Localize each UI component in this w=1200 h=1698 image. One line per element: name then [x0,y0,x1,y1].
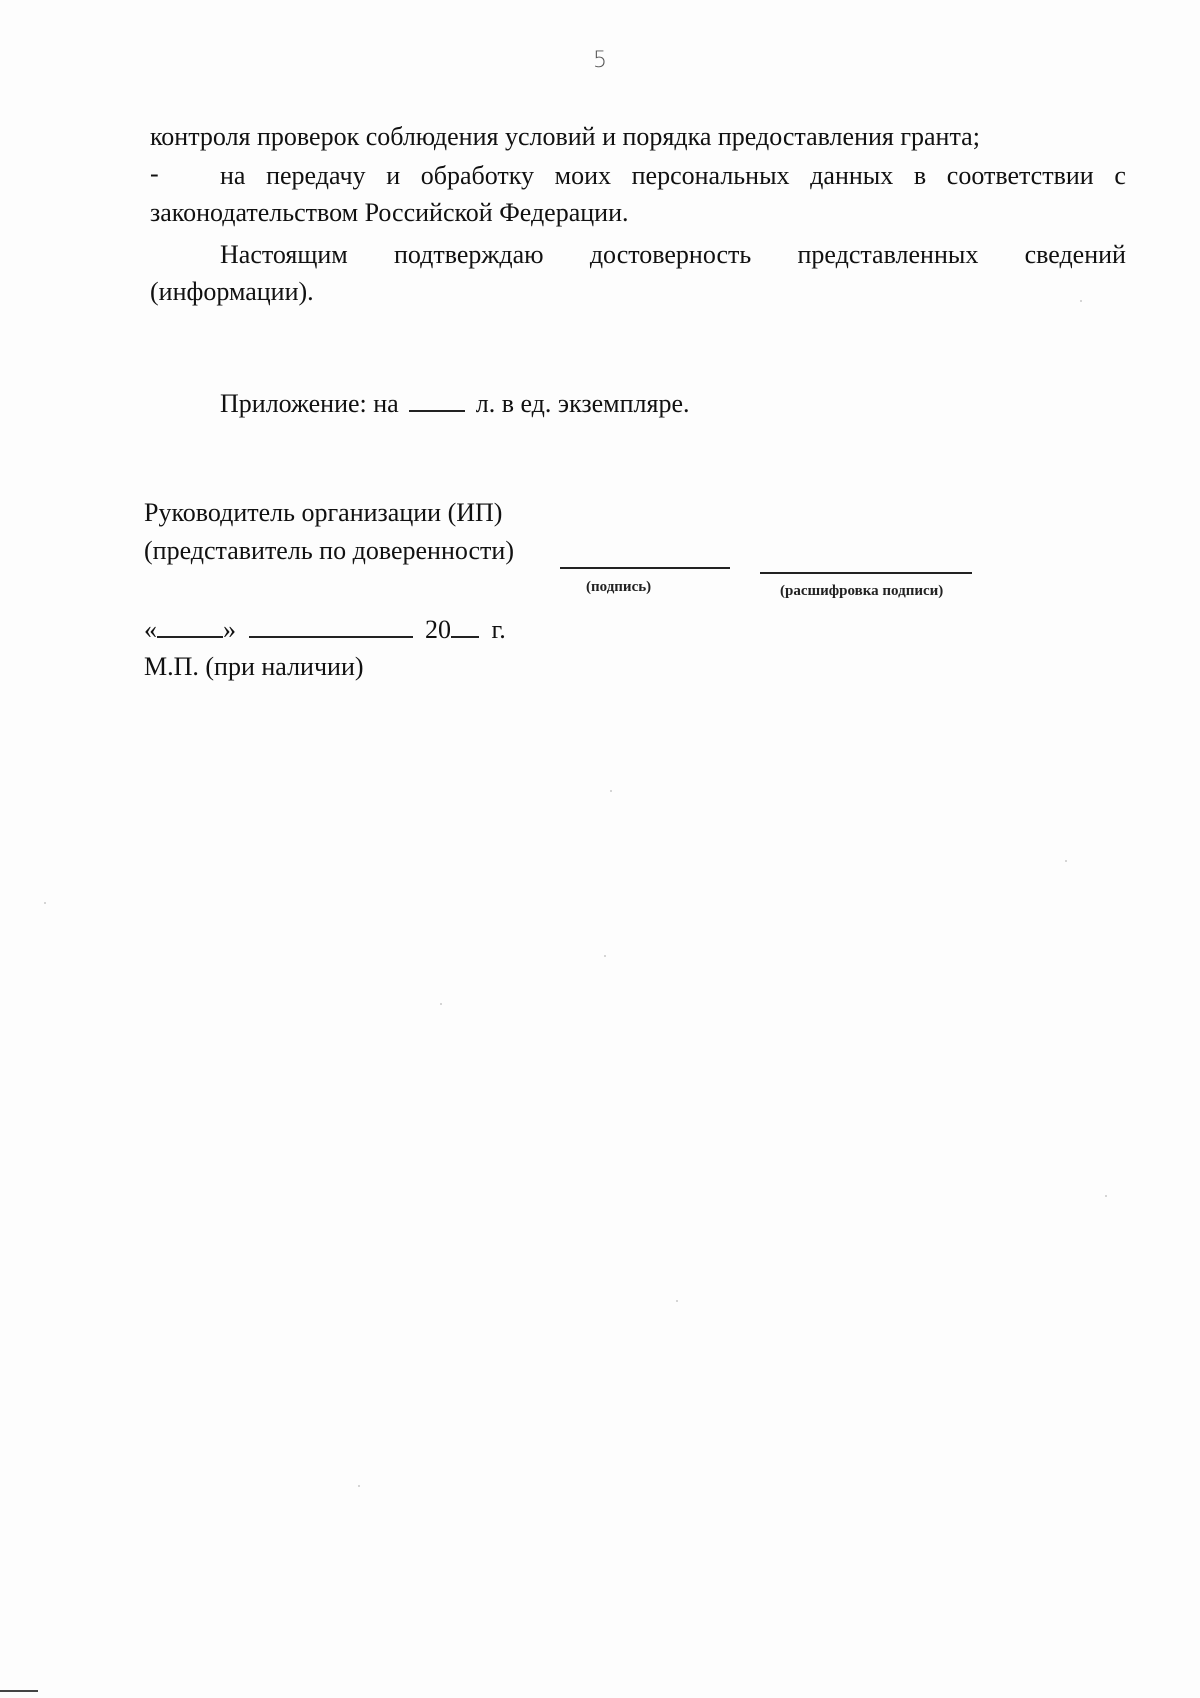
bullet-dash: - [150,159,159,188]
word: сведений [1024,240,1126,269]
word: Настоящим [220,240,348,269]
signature-caption: (подпись) [586,579,652,595]
paragraph-line-5: (информации). [150,277,314,306]
scan-speck [440,1003,442,1005]
signature-line [560,567,730,569]
attachment-prefix: Приложение: на [220,389,399,418]
page-number: 5 [593,48,607,73]
scan-speck [1080,300,1082,302]
date-month-blank [249,612,413,638]
word: соответствии [946,161,1094,190]
attachment-suffix: л. в ед. экземпляре. [475,389,690,418]
word: передачу [266,161,366,190]
paragraph-line-4 [220,238,1126,272]
word: достоверность [589,240,752,269]
scan-speck [610,790,612,792]
scan-edge-mark [0,1690,38,1692]
word: обработку [420,161,535,190]
word: представленных [797,240,979,269]
word: с [1114,161,1126,190]
word: в [913,161,927,190]
paragraph-line-3: законодательством Российской Федерации. [150,198,629,227]
date-open-quote: « [144,615,157,644]
attachment-pages-blank [409,386,465,412]
word: персональных [631,161,790,190]
attachment-line [220,386,690,421]
date-close-quote: » [223,615,236,644]
scan-speck [676,1300,678,1302]
date-day-blank [157,612,223,638]
date-year-prefix: 20 [425,615,451,644]
date-line [144,612,506,647]
paragraph-line-1: контроля проверок соблюдения условий и порядка предоставления гранта; [150,122,980,151]
stamp-note: М.П. (при наличии) [144,652,364,681]
scan-speck [604,955,606,957]
scan-speck [1065,860,1067,862]
paragraph-line-2 [220,159,1126,193]
signer-role-line-2: (представитель по доверенности) [144,536,514,565]
word: моих [554,161,612,190]
word: подтверждаю [393,240,544,269]
scan-speck [358,1485,360,1487]
signer-role-line-1: Руководитель организации (ИП) [144,498,503,527]
word: и [386,161,401,190]
word: на [220,161,246,190]
signature-decoding-line [760,572,972,574]
date-year-blank [451,612,479,638]
scan-speck [44,902,46,904]
scan-speck [1105,1195,1107,1197]
word: данных [810,161,894,190]
signature-decoding-caption: (расшифровка подписи) [780,583,944,599]
date-year-suffix: г. [491,615,506,644]
